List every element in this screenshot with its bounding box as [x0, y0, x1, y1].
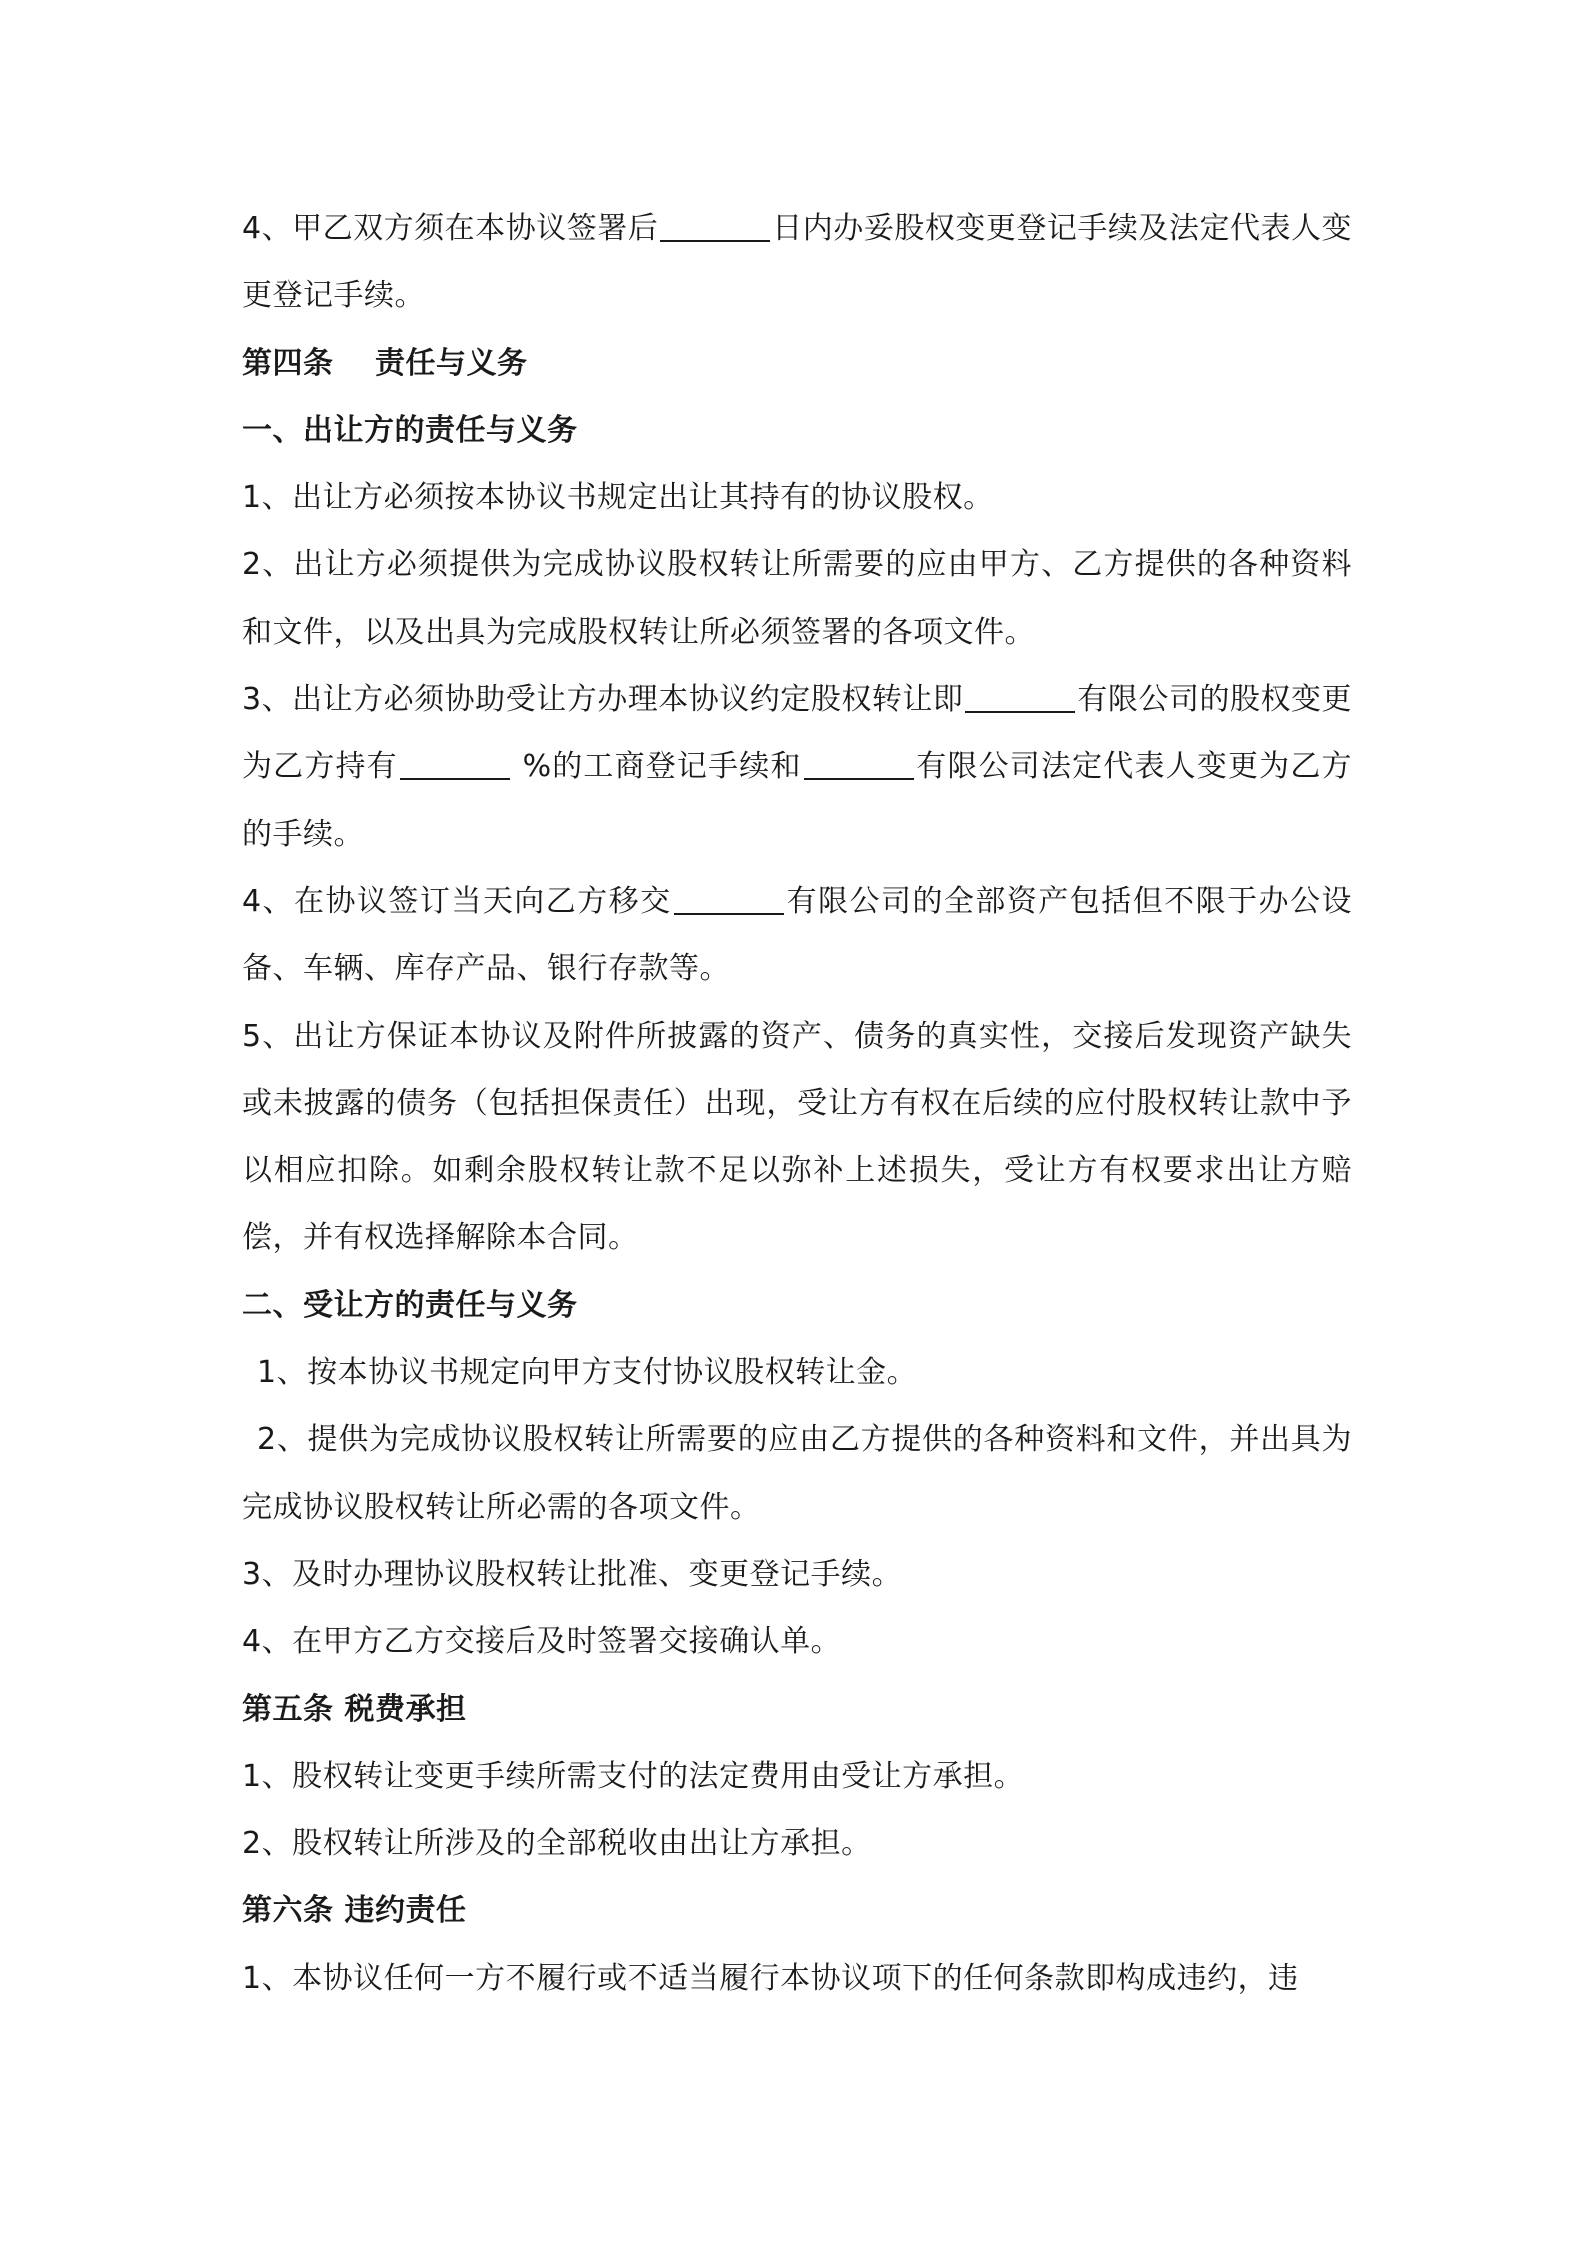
- paragraph-transferee-item-4: 4、在甲方乙方交接后及时签署交接确认单。: [242, 1624, 842, 1660]
- blank-field: [804, 777, 914, 780]
- paragraph-breach-item-1: 1、本协议任何一方不履行或不适当履行本协议项下的任何条款即构成违约，违: [242, 1960, 1299, 1996]
- blank-field: [660, 239, 770, 242]
- paragraph-transferee-item-1: 1、按本协议书规定向甲方支付协议股权转让金。: [257, 1355, 918, 1391]
- blank-field: [674, 912, 784, 915]
- paragraph-registration-deadline: 4、甲乙双方须在本协议签署后 日内办妥股权变更登记手续及法定代表人变更登记手续。: [242, 211, 1352, 314]
- heading-transferor-duties: 一、出让方的责任与义务: [242, 412, 578, 448]
- blank-field: [965, 710, 1075, 713]
- paragraph-tax-item-1: 1、股权转让变更手续所需支付的法定费用由受让方承担。: [242, 1758, 1025, 1794]
- blank-field: [400, 777, 510, 780]
- paragraph-tax-item-2: 2、股权转让所涉及的全部税收由出让方承担。: [242, 1826, 872, 1862]
- paragraph-transferor-item-4: 4、在协议签订当天向乙方移交 有限公司的全部资产包括但不限于办公设备、车辆、库存产品、银行存款等。: [242, 883, 1352, 987]
- paragraph-transferor-item-2: 2、出让方必须提供为完成协议股权转让所需要的应由甲方、乙方提供的各种资料和文件，以及出具为完成股权转让所必须签署的各项文件。: [242, 547, 1352, 650]
- document-body: [242, 195, 1352, 2012]
- paragraph-transferor-item-1: 1、出让方必须按本协议书规定出让其持有的协议股权。: [242, 480, 994, 516]
- heading-article-5: 第五条 税费承担: [242, 1691, 467, 1727]
- heading-transferee-duties: 二、受让方的责任与义务: [242, 1287, 578, 1323]
- paragraph-transferee-item-3: 3、及时办理协议股权转让批准、变更登记手续。: [242, 1556, 903, 1592]
- heading-article-4: 第四条 责任与义务: [242, 345, 528, 381]
- paragraph-transferor-item-5: 5、出让方保证本协议及附件所披露的资产、债务的真实性，交接后发现资产缺失或未披露的债务（包括担保责任）出现，受让方有权在后续的应付股权转让款中予以相应扣除。如剩余股权转让款不足以弥补上述损失，受让方有权要求出让方赔偿，并有权选择解除本合同。: [242, 1018, 1352, 1256]
- paragraph-transferor-item-3: 3、出让方必须协助受让方办理本协议约定股权转让即 有限公司的股权变更为乙方持有 %的工商登记手续和 有限公司法定代表人变更为乙方的手续。: [242, 682, 1353, 852]
- paragraph-transferee-item-2: 2、提供为完成协议股权转让所需要的应由乙方提供的各种资料和文件，并出具为完成协议股权转让所必需的各项文件。: [242, 1422, 1352, 1525]
- heading-article-6: 第六条 违约责任: [242, 1893, 467, 1929]
